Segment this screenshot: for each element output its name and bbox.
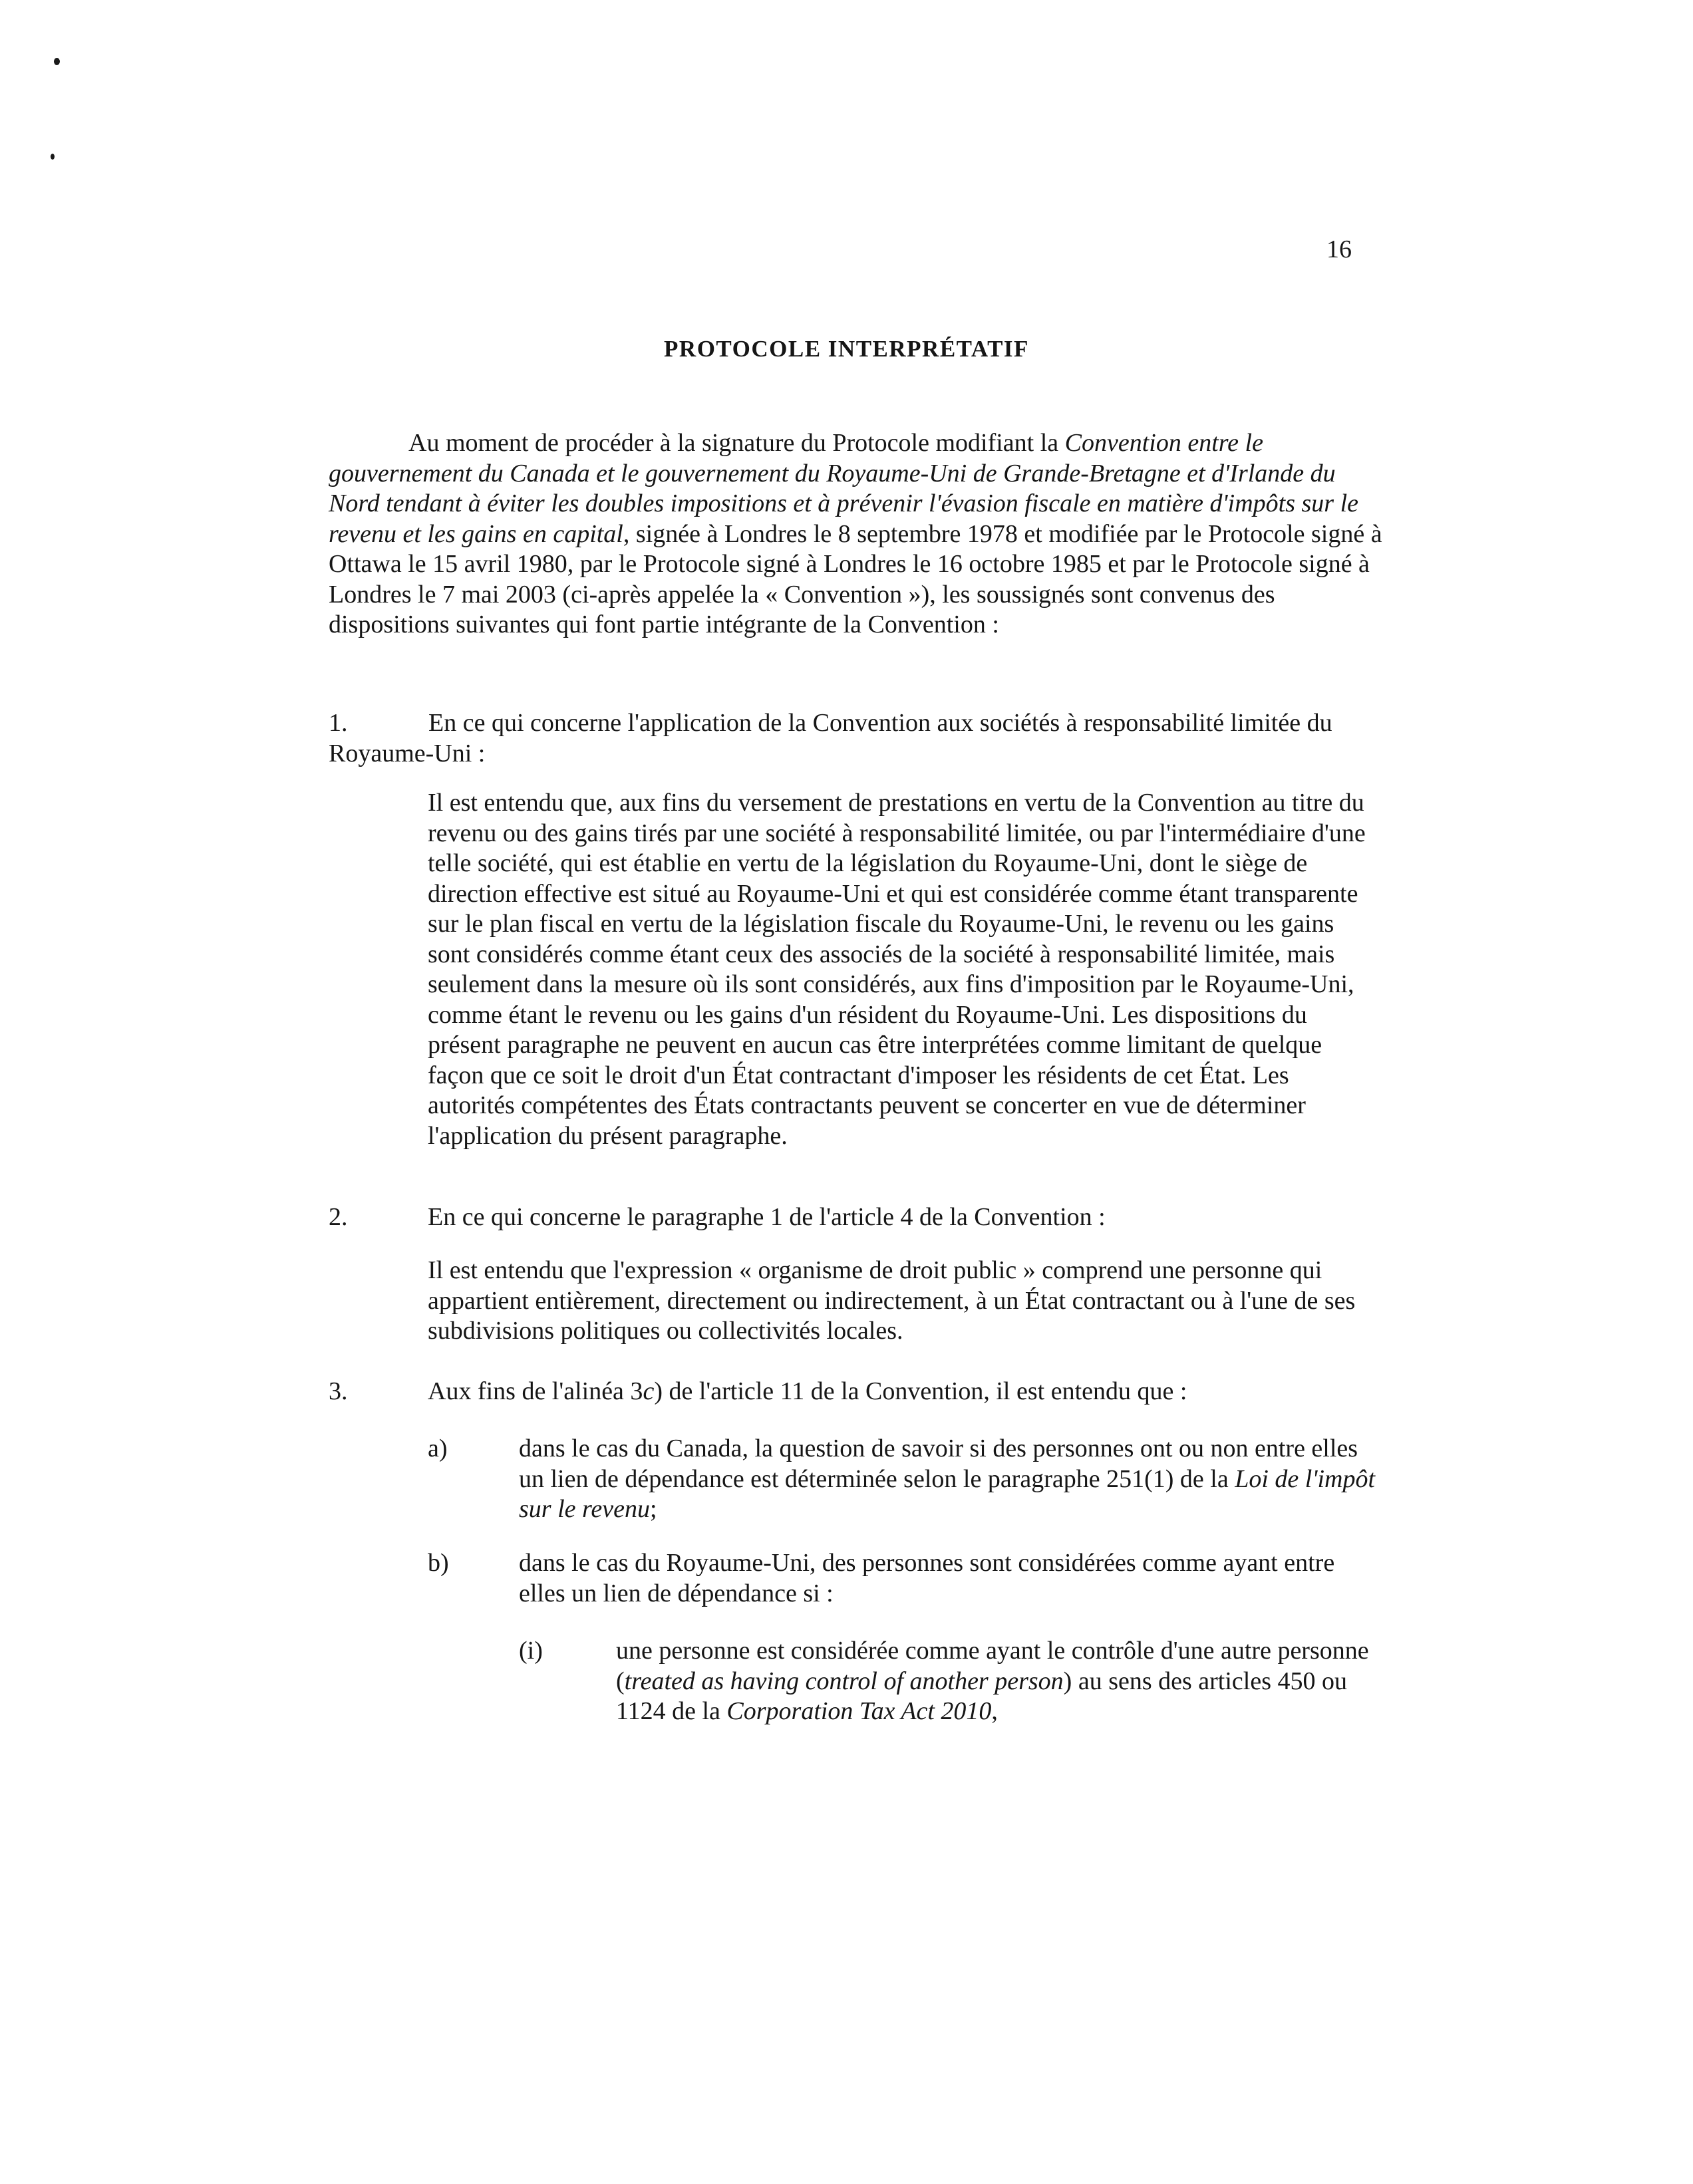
item-1-number: 1. bbox=[329, 709, 348, 737]
item-1-lead-text: En ce qui concerne l'application de la Convention aux sociétés à responsabilité limitée du Royaume-Uni : bbox=[329, 709, 1332, 767]
item-3-lead-start: Aux fins de l'alinéa 3 bbox=[428, 1377, 643, 1405]
page-title: PROTOCOLE INTERPRÉTATIF bbox=[664, 336, 1029, 362]
item-1-lead bbox=[329, 708, 1393, 769]
item-3-lead-end: ) de l'article 11 de la Convention, il est entendu que : bbox=[654, 1377, 1187, 1405]
item-3-lead bbox=[428, 1377, 1379, 1407]
subitem-b-label: b) bbox=[428, 1549, 449, 1577]
subitem-b-text: dans le cas du Royaume-Uni, des personnes sont considérées comme ayant entre elles un lien de dépendance si : bbox=[519, 1549, 1335, 1607]
item-3-number: 3. bbox=[329, 1377, 348, 1405]
subitem-a-text bbox=[519, 1434, 1384, 1525]
subitem-i-text-middle: ) au sens des articles 450 ou 1124 de la bbox=[616, 1667, 1348, 1725]
subitem-a-text-end: ; bbox=[649, 1495, 657, 1523]
subitem-i-text-end: , bbox=[991, 1697, 998, 1725]
page-number: 16 bbox=[1326, 235, 1352, 263]
item-3-lead-italic: c bbox=[643, 1377, 655, 1405]
intro-text-start: Au moment de procéder à la signature du Protocole modifiant la bbox=[408, 429, 1065, 457]
item-2-body: Il est entendu que l'expression « organisme de droit public » comprend une personne qui appartient entièrement, directement ou indirectement, à un État contractant ou à l'une de ses subdivisions politiques ou collectivités locales. bbox=[428, 1256, 1356, 1345]
intro-text-end: , signée à Londres le 8 septembre 1978 et modifiée par le Protocole signé à Ottawa le 15 avril 1980, par le Protocole signé à Londres le 16 octobre 1985 et par le Protocole signé à Londres le 7 mai 2003 (ci-après appelée la « Convention »), les soussignés sont convenus des dispositions suivantes qui font partie intégrante de la Convention : bbox=[329, 519, 1382, 638]
subitem-i-english-term: treated as having control of another person bbox=[624, 1667, 1064, 1695]
subitem-a-label: a) bbox=[428, 1434, 448, 1462]
item-2-lead: En ce qui concerne le paragraphe 1 de l'article 4 de la Convention : bbox=[428, 1203, 1106, 1231]
scan-speck bbox=[51, 154, 55, 160]
item-1-body: Il est entendu que, aux fins du versement de prestations en vertu de la Convention au titre du revenu ou des gains tirés par une société à responsabilité limitée, ou par l'intermédiaire d'une telle société, qui est établie en vertu de la législation du Royaume-Uni, dont le siège de direction effective est situé au Royaume-Uni et qui est considérée comme étant transparente sur le plan fiscal en vertu de la législation fiscale du Royaume-Uni, le revenu ou les gains sont considérés comme étant ceux des associés de la société à responsabilité limitée, mais seulement dans la mesure où ils sont considérés, aux fins d'imposition par le Royaume-Uni, comme étant le revenu ou les gains d'un résident du Royaume-Uni. Les dispositions du présent paragraphe ne peuvent en aucun cas être interprétées comme limitant de quelque façon que ce soit le droit d'un État contractant d'imposer les résidents de cet État. Les autorités compétentes des États contractants peuvent se concerter en vue de déterminer l'application du présent paragraphe. bbox=[428, 789, 1366, 1150]
subitem-i-text bbox=[616, 1636, 1381, 1727]
convention-title: Convention entre le gouvernement du Canada et le gouvernement du Royaume-Uni de Grande-Bretagne et d'Irlande du Nord tendant à éviter les doubles impositions et à prévenir l'évasion fiscale en matière d'impôts sur le revenu et les gains en capital bbox=[329, 429, 1358, 548]
intro-paragraph bbox=[329, 428, 1390, 640]
scan-speck bbox=[54, 58, 60, 65]
subitem-a-law-title: Loi de l'impôt sur le revenu bbox=[519, 1464, 1376, 1523]
subitem-a-text-start: dans le cas du Canada, la question de savoir si des personnes ont ou non entre elles un lien de dépendance est déterminée selon le paragraphe 251(1) de la bbox=[519, 1434, 1358, 1493]
subitem-i-text-start: une personne est considérée comme ayant le contrôle d'une autre personne ( bbox=[616, 1637, 1369, 1695]
item-2-number: 2. bbox=[329, 1203, 348, 1231]
subitem-i-label: (i) bbox=[519, 1637, 543, 1665]
subitem-i-act-title: Corporation Tax Act 2010 bbox=[726, 1697, 992, 1725]
